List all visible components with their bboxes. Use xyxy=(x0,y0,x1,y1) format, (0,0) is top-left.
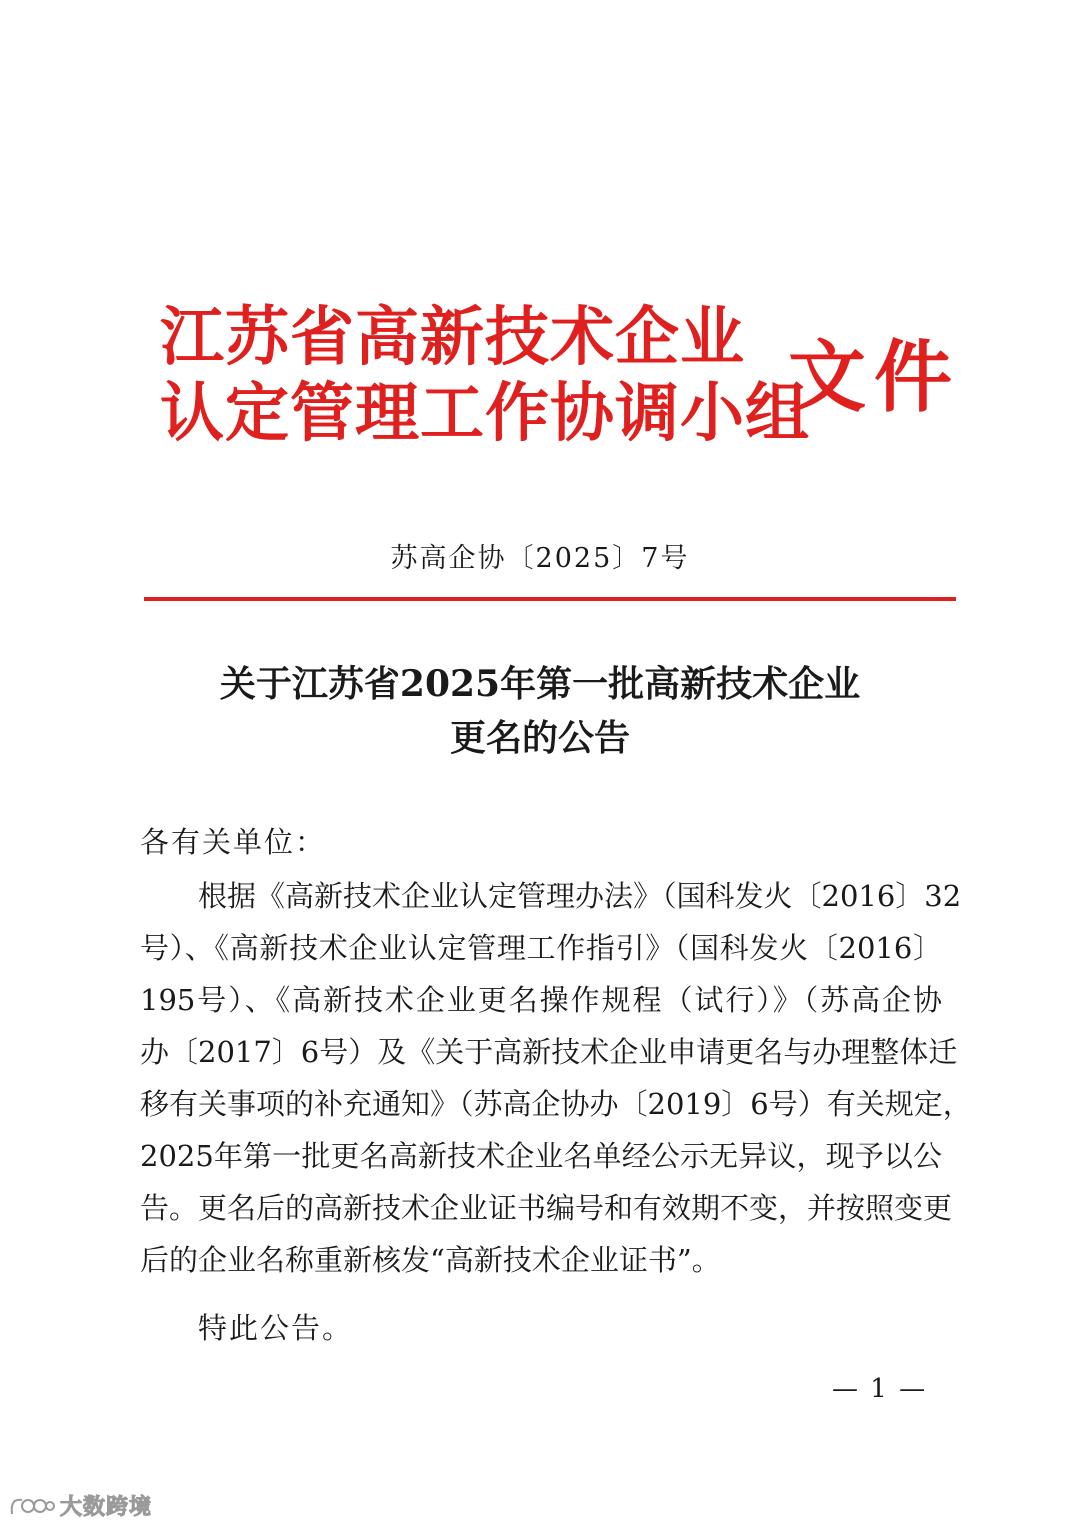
watermark-logo-icon xyxy=(8,1494,56,1518)
body-paragraph-line: 195号）、《高新技术企业更名操作规程（试行）》（苏高企协 xyxy=(140,983,942,1017)
letterhead-org-line-2: 认定管理工作协调小组 xyxy=(160,377,810,451)
watermark-text: 大数跨境 xyxy=(60,1495,153,1520)
letterhead-org-line-1: 江苏省高新技术企业 xyxy=(160,301,745,375)
closing-statement: 特此公告。 xyxy=(198,1311,354,1345)
letterhead-document-word: 文件 xyxy=(788,333,961,423)
body-paragraph-line: 后的企业名称重新核发“高新技术企业证书”。 xyxy=(140,1243,721,1277)
body-paragraph-line: 办〔2017〕6号）及《关于高新技术企业申请更名与办理整体迁 xyxy=(140,1035,958,1069)
salutation: 各有关单位： xyxy=(140,825,327,859)
watermark xyxy=(8,1490,152,1521)
announcement-title-line-2: 更名的公告 xyxy=(449,717,630,759)
body-paragraph-line: 移有关事项的补充通知》（苏高企协办〔2019〕6号）有关规定， xyxy=(140,1087,972,1121)
announcement-title-line-1: 关于江苏省2025年第一批高新技术企业 xyxy=(219,663,861,705)
document-number: 苏高企协〔2025〕7号 xyxy=(390,543,690,574)
body-paragraph-line: 根据《高新技术企业认定管理办法》（国科发火〔2016〕32 xyxy=(198,879,962,913)
body-paragraph-line: 号）、《高新技术企业认定管理工作指引》（国科发火〔2016〕 xyxy=(140,931,942,965)
body-paragraph-line: 告。更名后的高新技术企业证书编号和有效期不变，并按照变更 xyxy=(140,1191,953,1225)
letterhead xyxy=(160,300,960,460)
body-paragraph-line: 2025年第一批更名高新技术企业名单经公示无异议，现予以公 xyxy=(140,1139,942,1173)
red-divider-line xyxy=(144,597,956,601)
page-number: — 1 — xyxy=(832,1374,928,1404)
